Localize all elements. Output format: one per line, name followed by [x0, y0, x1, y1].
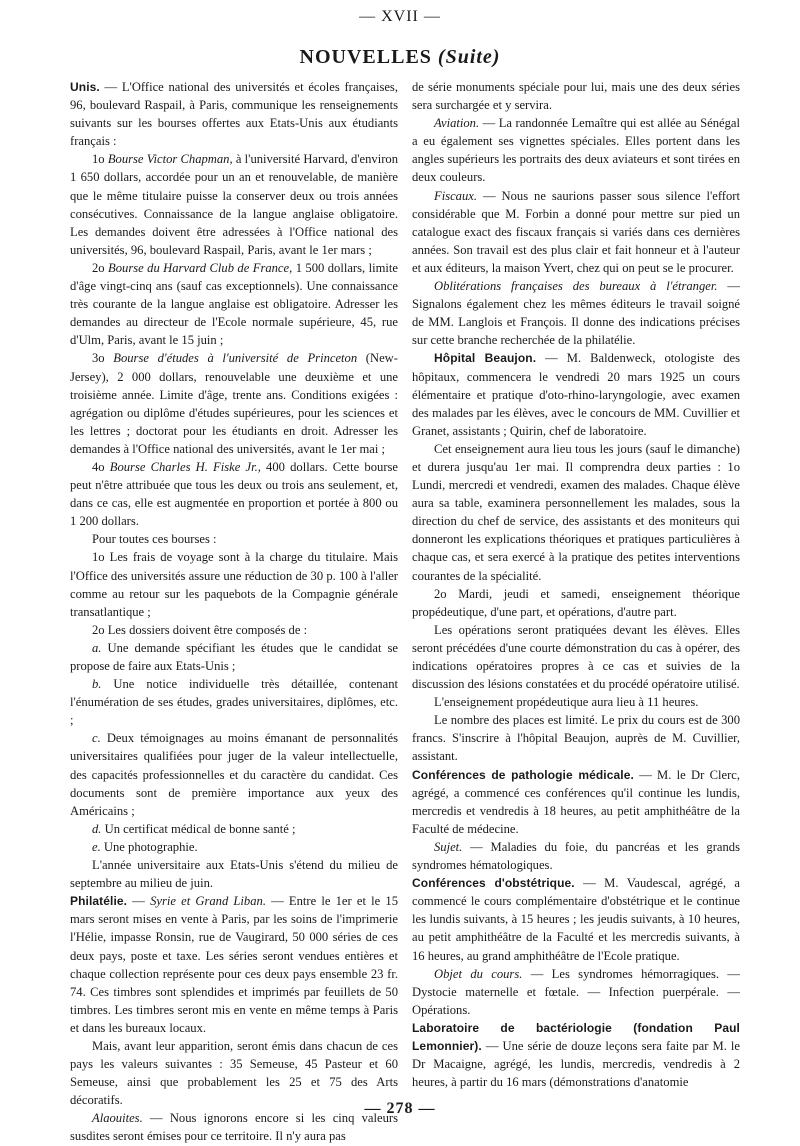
paragraph: 2o Les dossiers doivent être composés de : [92, 622, 308, 637]
paragraph: L'enseignement propédeutique aura lieu à 11 heures. [434, 695, 699, 710]
title-main: NOUVELLES [299, 46, 432, 68]
paragraph-text: Une demande spécifiant les études que le candidat se propose de faire aux Etats-Unis ; [70, 640, 398, 673]
section-heading: Philatélie. [70, 894, 128, 909]
paragraph: Les opérations seront pratiquées devant les élèves. Elles seront précédées d'une courte démonstration du cas à opérer, des indications opératoires propres à ce cas et suivies de la discussion des lésions constatées et du procédé opératoire utilisé. [412, 622, 740, 692]
section-heading: Unis. [70, 80, 100, 94]
paragraph [70, 729, 398, 819]
paragraph [412, 838, 740, 874]
item-letter: e. [92, 839, 101, 854]
item-title: Alaouites. [92, 1111, 143, 1126]
item-number: 2o [92, 260, 109, 275]
item-letter: a. [92, 640, 102, 655]
paragraph-text: — M. Vaudescal, agrégé, a commencé le cours complémentaire d'obstétrique et le continue les lundis suivants, à 15 heures ; les jeudis suivants, à 10 heures, au petit amphithéâtre de la Faculté et les mercredis suivants, à 16 heures, au grand amphithéâtre de l'Ecole pratique. [412, 876, 741, 963]
paragraph-text: — L'Office national des universités et écoles françaises, 96, boulevard Raspail, à Paris, communique les renseignements suivants sur les bourses offertes aux Etats-Unis aux étudiants français : [70, 80, 398, 149]
paragraph [412, 1019, 740, 1091]
paragraph-text: 400 dollars. Cette bourse peut n'être attribuée que tous les deux ou trois ans seulement, et, dans ce cas, elle est augmentée en proportion et portée à 800 ou 1 200 dollars. [70, 459, 399, 529]
paragraph [412, 114, 740, 186]
section-heading: Laboratoire de bactériologie (fondation Paul Lemonnier). [412, 1020, 740, 1053]
paragraph [70, 349, 398, 458]
paragraph [412, 277, 740, 349]
paragraph-text: 1 500 dollars, limite d'âge vingt-cinq ans (sauf cas exceptionnels). Une connaissance très courante de la langue anglaise est obligatoire. Adresser les demandes au directeur de l'Ecole normale supérieure, 45, rue d'Ulm, Paris, avant le 15 juin ; [70, 260, 398, 348]
item-number: 1o [92, 152, 108, 167]
item-title: Aviation. [434, 116, 480, 131]
paragraph [412, 766, 740, 838]
paragraph: L'année universitaire aux Etats-Unis s'étend du milieu de septembre au milieu de juin. [70, 858, 398, 891]
paragraph-text: — M. Baldenweck, otologiste des hôpitaux, commencera le vendredi 20 mars 1925 un cours élémentaire et pratique d'oto-rhino-laryngologie, avec examen des malades par les élèves, avec le concours de MM. Cuvillier et Granet, assistants ; Quirin, chef de laboratoire. [412, 351, 740, 438]
item-title: Objet du cours. [434, 966, 523, 981]
item-title: Sujet. [434, 839, 463, 854]
item-title: Bourse d'études à l'université de Princeton [113, 351, 358, 366]
paragraph: Mais, avant leur apparition, seront émis dans chacun de ces pays les valeurs suivantes : 35 Semeuse, 45 Pasteur et 60 Semeuse, ainsi que probablement les 25 et 75 des Arts décoratifs. [70, 1038, 398, 1108]
paragraph-text: — Maladies du foie, du pancréas et les grands syndromes hématologiques. [412, 839, 740, 873]
paragraph [70, 150, 398, 259]
page-header: — XVII — [359, 8, 441, 25]
paragraph [70, 458, 398, 530]
paragraph: Le nombre des places est limité. Le prix du cours est de 300 francs. S'inscrire à l'hôpital Beaujon, auprès de M. Cuvillier, assistant. [412, 713, 740, 764]
paragraph [70, 639, 398, 675]
paragraph [70, 838, 398, 856]
paragraph: de série monuments spéciale pour lui, mais une des deux séries sera surchargée et y servira. [412, 80, 740, 113]
item-title: Syrie et Grand Liban. [150, 894, 266, 909]
paragraph: Pour toutes ces bourses : [92, 532, 217, 547]
item-letter: b. [92, 677, 102, 692]
paragraph-text: — Nous ignorons encore si les cinq valeurs susdites seront émises pour ce territoire. Il n'y aura pas [70, 1111, 398, 1144]
paragraph [412, 349, 740, 439]
paragraph [70, 78, 398, 150]
paragraph-text: — Nous ne saurions passer sous silence l'effort considérable que M. Forbin a donné pour mettre sur pied un catalogue exact des fiscaux français si variés dans ces dernières années. Son travail est des plus clair et fait honneur et à l'auteur et aux éditeurs, la maison Yvert, chez qui on peut se le procurer. [412, 188, 740, 275]
paragraph-text: — Une série de douze leçons sera faite par M. le Dr Macaigne, agrégé, les lundis, mercredis, vendredis à 2 heures, à partir du 16 mars (démonstrations d'anatomie [412, 1038, 740, 1090]
item-letter: c. [92, 731, 101, 746]
paragraph-text: (New-Jersey), 2 000 dollars, renouvelable une deuxième et une troisième année. Limite d'âge, trente ans. Conditions exigées : agrégation ou diplôme d'études supérieures, pour les sciences et les lettres ; doctorat pour les étudiants en droit. Adresser les demandes à l'Office national des universités, avant le 1er mai ; [70, 351, 398, 456]
item-title: Fiscaux. [434, 188, 478, 203]
paragraph-text: Une notice individuelle très détaillée, contenant l'énumération de ses études, grades universitaires, diplômes, etc. ; [70, 677, 398, 728]
item-title: Bourse Charles H. Fiske Jr., [109, 459, 261, 474]
right-column [412, 78, 740, 1091]
section-heading: Conférences d'obstétrique. [412, 876, 575, 891]
paragraph-text: Deux témoignages au moins émanant de personnalités universitaires qualifiées pour juger de la valeur intellectuelle, des capacités professionnelles et du caractère du candidat. Ces documents sont de première importance aux yeux des Américains ; [70, 731, 398, 818]
section-heading: Hôpital Beaujon. [434, 351, 537, 366]
item-title: Bourse du Harvard Club de France, [108, 260, 293, 275]
paragraph [70, 820, 398, 838]
paragraph-text: Un certificat médical de bonne santé ; [101, 821, 296, 836]
page-number: — 278 — [364, 1100, 436, 1117]
paragraph: Cet enseignement aura lieu tous les jours (sauf le dimanche) et durera jusqu'au 1er mai. Il comprendra deux parties : 1o Lundi, mercredi et vendredi, examen des malades. Chaque élève aura sa table, examinera personnellement les malades, sous la direction du chef de service, des assistants et des moniteurs qui donneront les explications théoriques et pratiques particulières à chaque cas, et sera exercé à la pratique des petites interventions courantes de la spécialité. [412, 441, 740, 583]
page-title [0, 46, 800, 69]
paragraph [412, 965, 740, 1019]
item-title: Oblitérations françaises des bureaux à l'étranger. [434, 279, 718, 294]
item-number: 4o [92, 459, 110, 474]
paragraph-text: à l'université Harvard, d'environ 1 650 dollars, accordée pour un an et renouvelable, de manière que le même titulaire puisse la conserver deux ou trois années consécutives. Connaissance de la langue anglaise obligatoire. Les demandes doivent être adressées à l'Office national des universités, 96, boulevard Raspail, Paris, avant le 1er mars ; [70, 152, 398, 257]
dash: — [127, 894, 151, 909]
title-sub: (Suite) [437, 46, 501, 68]
item-number: 3o [92, 351, 114, 366]
paragraph-text: — Les syndromes hémorragiques. — Dystocie maternelle et fœtale. — Infection puerpérale. — Opérations. [412, 966, 740, 1017]
item-title: Bourse Victor Chapman, [107, 152, 233, 167]
item-letter: d. [92, 821, 102, 836]
paragraph: 1o Les frais de voyage sont à la charge du titulaire. Mais l'Office des universités assure une réduction de 30 p. 100 à l'aller comme au retour sur les paquebots de la Compagnie générale transatlantique ; [70, 550, 398, 619]
left-column [70, 78, 398, 1146]
paragraph [70, 259, 398, 349]
paragraph-text: — Signalons également chez les mêmes éditeurs le travail soigné de MM. Langlois et François. Il donne des indications précises sur cette branche recherchée de la philatélie. [412, 279, 740, 348]
paragraph: 2o Mardi, jeudi et samedi, enseignement théorique propédeutique, d'une part, et opérations, d'autre part. [412, 586, 740, 619]
paragraph-text: Une photographie. [100, 839, 198, 854]
paragraph-text: — La randonnée Lemaître qui est allée au Sénégal a eu également ses vignettes spéciales. Elles portent dans les angles supérieurs les portraits des deux aviateurs et sont tirées en deux couleurs. [412, 116, 740, 185]
paragraph [70, 892, 398, 1037]
section-heading: Conférences de pathologie médicale. [412, 767, 634, 782]
paragraph-text: — Entre le 1er et le 15 mars seront mises en vente à Paris, par les soins de l'imprimerie l'Hélie, impasse Ronsin, rue de Vaugirard, 50 000 séries de ces deux pays, poste et taxe. Les séries seront vendues entières et chaque collection représente pour ces deux pays ensemble 23 fr. 74. Ces timbres sont splendides et imprimés par feuillets de 50 timbres. Les timbres seront mis en vente en même temps à Paris et dans les bureaux locaux. [70, 894, 398, 1035]
paragraph [412, 187, 740, 277]
paragraph [412, 874, 740, 964]
paragraph-text: — M. le Dr Clerc, agrégé, a commencé ces conférences qu'il continue les lundis, mercredis et vendredis à 18 heures, au petit amphithéâtre de la Faculté de médecine. [412, 767, 740, 836]
paragraph [70, 675, 398, 729]
